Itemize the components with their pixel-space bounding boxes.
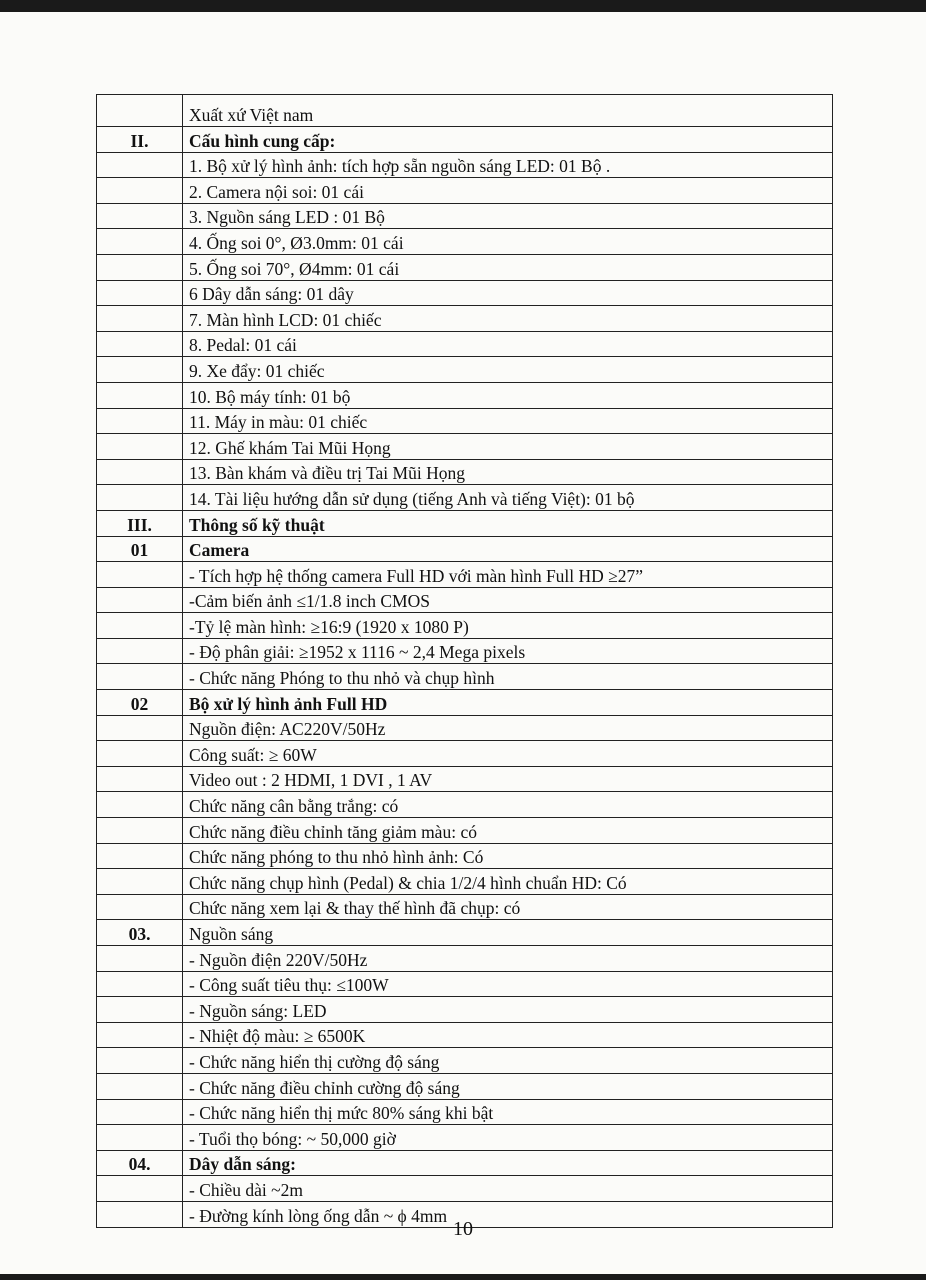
- row-text-cell: Nguồn điện: AC220V/50Hz: [183, 715, 833, 741]
- table-row: [97, 152, 833, 178]
- row-text-cell: - Tích hợp hệ thống camera Full HD với màn hình Full HD ≥27”: [183, 562, 833, 588]
- row-text-cell: Dây dẫn sáng:: [183, 1150, 833, 1176]
- row-number-cell: [97, 229, 183, 255]
- row-number-cell: [97, 280, 183, 306]
- row-text-cell: - Chức năng điều chỉnh cường độ sáng: [183, 1073, 833, 1099]
- row-number-cell: [97, 997, 183, 1023]
- row-text-cell: - Nhiệt độ màu: ≥ 6500K: [183, 1022, 833, 1048]
- table-row: [97, 254, 833, 280]
- row-number-cell: [97, 587, 183, 613]
- row-text-cell: - Chiều dài ~2m: [183, 1176, 833, 1202]
- row-text-cell: - Độ phân giải: ≥1952 x 1116 ~ 2,4 Mega pixels: [183, 638, 833, 664]
- table-row: [97, 382, 833, 408]
- row-number-cell: [97, 843, 183, 869]
- row-number-cell: [97, 946, 183, 972]
- row-number-cell: [97, 485, 183, 511]
- row-number-cell: 02: [97, 690, 183, 716]
- row-text-cell: 4. Ống soi 0°, Ø3.0mm: 01 cái: [183, 229, 833, 255]
- row-text-cell: Xuất xứ Việt nam: [183, 95, 833, 127]
- table-row: [97, 690, 833, 716]
- table-row: [97, 562, 833, 588]
- row-text-cell: - Tuổi thọ bóng: ~ 50,000 giờ: [183, 1125, 833, 1151]
- table-row: [97, 664, 833, 690]
- table-row: [97, 1073, 833, 1099]
- row-number-cell: [97, 792, 183, 818]
- table-row: [97, 638, 833, 664]
- row-number-cell: [97, 741, 183, 767]
- table-row: [97, 843, 833, 869]
- table-row: [97, 869, 833, 895]
- row-number-cell: [97, 1048, 183, 1074]
- row-number-cell: 04.: [97, 1150, 183, 1176]
- row-text-cell: -Tỷ lệ màn hình: ≥16:9 (1920 x 1080 P): [183, 613, 833, 639]
- row-text-cell: - Chức năng Phóng to thu nhỏ và chụp hình: [183, 664, 833, 690]
- table-row: [97, 818, 833, 844]
- row-text-cell: Chức năng xem lại & thay thế hình đã chụp: có: [183, 894, 833, 920]
- table-row: [97, 946, 833, 972]
- row-text-cell: 14. Tài liệu hướng dẫn sử dụng (tiếng Anh và tiếng Việt): 01 bộ: [183, 485, 833, 511]
- row-number-cell: [97, 434, 183, 460]
- row-text-cell: 11. Máy in màu: 01 chiếc: [183, 408, 833, 434]
- row-number-cell: [97, 1022, 183, 1048]
- table-row: [97, 203, 833, 229]
- row-text-cell: 3. Nguồn sáng LED : 01 Bộ: [183, 203, 833, 229]
- row-number-cell: [97, 613, 183, 639]
- row-number-cell: [97, 382, 183, 408]
- row-number-cell: [97, 1099, 183, 1125]
- row-number-cell: [97, 1125, 183, 1151]
- row-number-cell: 01: [97, 536, 183, 562]
- document-page: [0, 12, 926, 1274]
- row-text-cell: - Nguồn sáng: LED: [183, 997, 833, 1023]
- row-number-cell: [97, 1073, 183, 1099]
- row-number-cell: 03.: [97, 920, 183, 946]
- row-number-cell: [97, 357, 183, 383]
- row-number-cell: [97, 638, 183, 664]
- table-row: [97, 306, 833, 332]
- table-row: [97, 971, 833, 997]
- row-text-cell: - Chức năng hiển thị mức 80% sáng khi bật: [183, 1099, 833, 1125]
- row-text-cell: Thông số kỹ thuật: [183, 510, 833, 536]
- row-text-cell: Chức năng phóng to thu nhỏ hình ảnh: Có: [183, 843, 833, 869]
- table-row: [97, 792, 833, 818]
- row-number-cell: [97, 894, 183, 920]
- row-number-cell: [97, 203, 183, 229]
- row-number-cell: [97, 459, 183, 485]
- table-row: [97, 280, 833, 306]
- table-row: [97, 741, 833, 767]
- row-number-cell: [97, 254, 183, 280]
- row-number-cell: [97, 818, 183, 844]
- table-row: [97, 613, 833, 639]
- row-text-cell: - Nguồn điện 220V/50Hz: [183, 946, 833, 972]
- row-text-cell: Camera: [183, 536, 833, 562]
- table-row: [97, 229, 833, 255]
- row-text-cell: 1. Bộ xử lý hình ảnh: tích hợp sẵn nguồn sáng LED: 01 Bộ .: [183, 152, 833, 178]
- page-number: 10: [453, 1218, 473, 1240]
- row-text-cell: -Cảm biến ảnh ≤1/1.8 inch CMOS: [183, 587, 833, 613]
- row-number-cell: [97, 562, 183, 588]
- table-row: [97, 95, 833, 127]
- table-row: [97, 536, 833, 562]
- row-text-cell: Công suất: ≥ 60W: [183, 741, 833, 767]
- row-text-cell: Video out : 2 HDMI, 1 DVI , 1 AV: [183, 766, 833, 792]
- table-row: [97, 894, 833, 920]
- table-row: [97, 1176, 833, 1202]
- row-text-cell: 13. Bàn khám và điều trị Tai Mũi Họng: [183, 459, 833, 485]
- row-text-cell: - Chức năng hiển thị cường độ sáng: [183, 1048, 833, 1074]
- row-number-cell: [97, 152, 183, 178]
- table-row: [97, 920, 833, 946]
- row-text-cell: 10. Bộ máy tính: 01 bộ: [183, 382, 833, 408]
- table-row: [97, 1022, 833, 1048]
- table-row: [97, 997, 833, 1023]
- table-row: [97, 331, 833, 357]
- row-number-cell: [97, 715, 183, 741]
- row-number-cell: [97, 971, 183, 997]
- row-number-cell: [97, 869, 183, 895]
- table-row: [97, 485, 833, 511]
- row-number-cell: [97, 1176, 183, 1202]
- table-row: [97, 459, 833, 485]
- row-text-cell: 9. Xe đẩy: 01 chiếc: [183, 357, 833, 383]
- table-row: [97, 1099, 833, 1125]
- row-number-cell: [97, 178, 183, 204]
- row-number-cell: [97, 306, 183, 332]
- row-number-cell: [97, 331, 183, 357]
- table-row: [97, 587, 833, 613]
- table-row: [97, 434, 833, 460]
- table-row: [97, 127, 833, 153]
- table-row: [97, 1150, 833, 1176]
- row-text-cell: 6 Dây dẫn sáng: 01 dây: [183, 280, 833, 306]
- table-row: [97, 178, 833, 204]
- row-text-cell: Bộ xử lý hình ảnh Full HD: [183, 690, 833, 716]
- row-text-cell: 8. Pedal: 01 cái: [183, 331, 833, 357]
- table-row: [97, 1125, 833, 1151]
- row-number-cell: [97, 408, 183, 434]
- spec-table: [96, 94, 833, 1228]
- row-number-cell: [97, 95, 183, 127]
- row-number-cell: [97, 766, 183, 792]
- table-row: [97, 715, 833, 741]
- row-number-cell: [97, 664, 183, 690]
- row-text-cell: Chức năng cân bằng trắng: có: [183, 792, 833, 818]
- table-row: [97, 766, 833, 792]
- row-text-cell: 12. Ghế khám Tai Mũi Họng: [183, 434, 833, 460]
- row-text-cell: 2. Camera nội soi: 01 cái: [183, 178, 833, 204]
- row-number-cell: II.: [97, 127, 183, 153]
- table-row: [97, 408, 833, 434]
- row-text-cell: - Đường kính lòng ống dẫn ~ ϕ 4mm: [183, 1201, 833, 1227]
- row-text-cell: 7. Màn hình LCD: 01 chiếc: [183, 306, 833, 332]
- table-row: [97, 357, 833, 383]
- row-number-cell: III.: [97, 510, 183, 536]
- row-text-cell: 5. Ống soi 70°, Ø4mm: 01 cái: [183, 254, 833, 280]
- table-row: [97, 1048, 833, 1074]
- row-text-cell: Chức năng điều chỉnh tăng giảm màu: có: [183, 818, 833, 844]
- row-text-cell: Chức năng chụp hình (Pedal) & chia 1/2/4 hình chuẩn HD: Có: [183, 869, 833, 895]
- row-text-cell: Nguồn sáng: [183, 920, 833, 946]
- row-text-cell: Cấu hình cung cấp:: [183, 127, 833, 153]
- table-row: [97, 510, 833, 536]
- row-text-cell: - Công suất tiêu thụ: ≤100W: [183, 971, 833, 997]
